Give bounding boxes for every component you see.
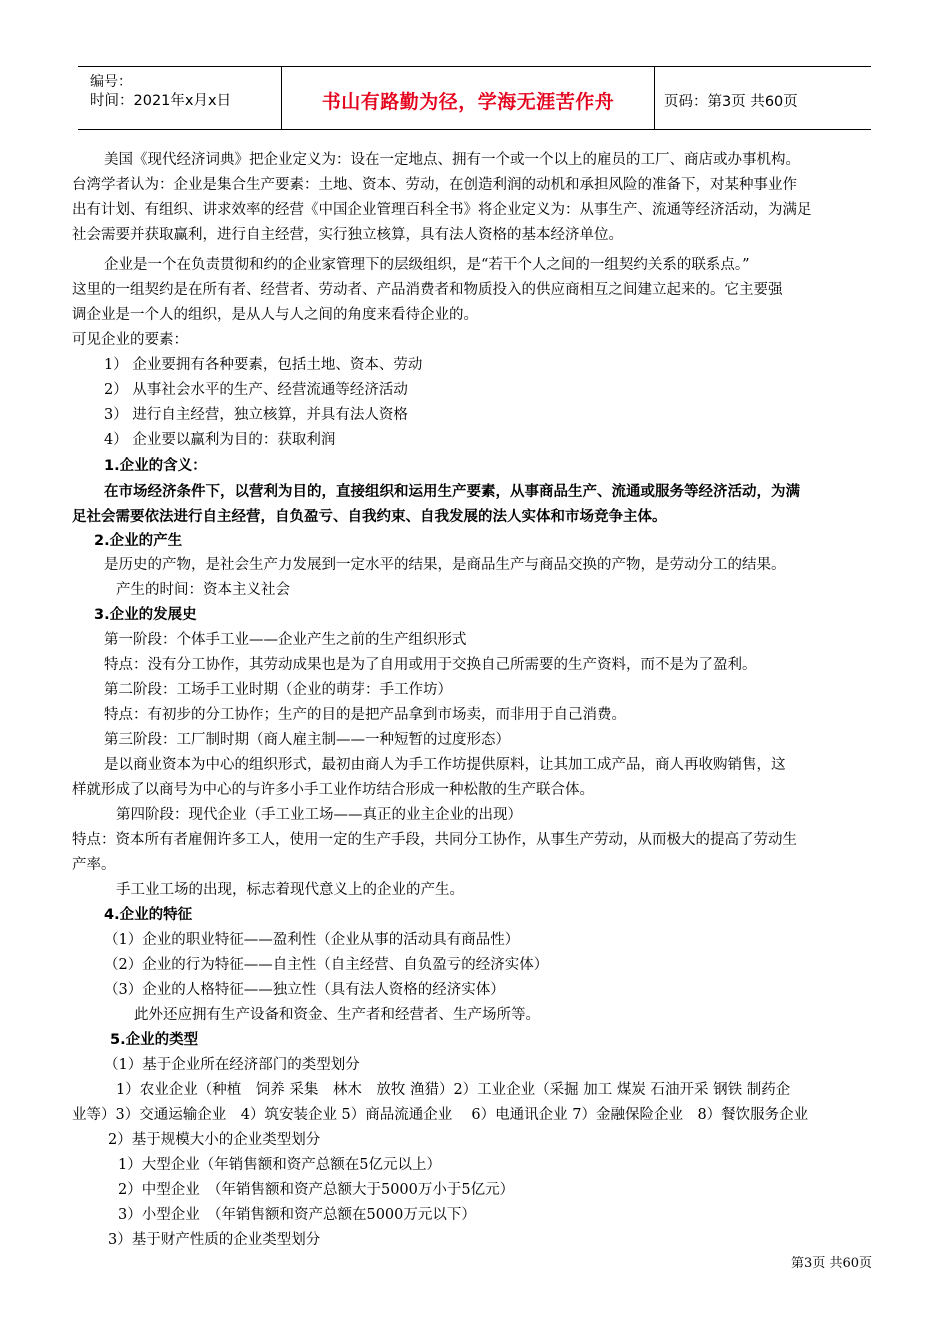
list-item: 3） 进行自主经营，独立核算，并具有法人资格 <box>104 407 408 423</box>
footer-page-number: 第3页 共60页 <box>791 1256 872 1271</box>
text-line: 手工业工场的出现，标志着现代意义上的企业的产生。 <box>116 882 464 898</box>
text-line: 是以商业资本为中心的组织形式，最初由商人为手工作坊提供原料，让其加工成产品，商人再收购销售，这 <box>104 757 786 773</box>
header-motto-cell <box>282 67 655 129</box>
text-line: 社会需要并获取赢利，进行自主经营，实行独立核算，具有法人资格的基本经济单位。 <box>72 227 623 243</box>
header-page-label: 页码：第3页 共60页 <box>664 94 798 110</box>
text-line: 企业是一个在负责贯彻和约的企业家管理下的层级组织，是“若干个人之间的一组契约关系的联系点。” <box>104 257 750 273</box>
number-label: 编号： <box>90 74 132 90</box>
text-line: 第二阶段：工场手工业时期（企业的萌芽：手工作坊） <box>104 682 452 698</box>
list-item: （3）企业的人格特征——独立性（具有法人资格的经济实体） <box>104 982 505 998</box>
section-heading: 2.企业的产生 <box>94 533 183 549</box>
list-item: （1）基于企业所在经济部门的类型划分 <box>104 1057 360 1073</box>
text-line: 特点：有初步的分工协作；生产的目的是把产品拿到市场卖，而非用于自己消费。 <box>104 707 626 723</box>
page-header <box>78 66 871 130</box>
text-line: 美国《现代经济词典》把企业定义为：设在一定地点、拥有一个或一个以上的雇员的工厂、商店或办事机构。 <box>104 152 800 168</box>
text-line: 产生的时间：资本主义社会 <box>116 582 290 598</box>
section-heading: 1.企业的含义： <box>104 458 207 474</box>
text-line: 样就形成了以商号为中心的与许多小手工业作坊结合形成一种松散的生产联合体。 <box>72 782 594 798</box>
text-line: 第四阶段：现代企业（手工业工场——真正的业主企业的出现） <box>116 807 522 823</box>
list-item: 1）大型企业（年销售额和资产总额在5亿元以上） <box>118 1157 441 1173</box>
section-heading: 4.企业的特征 <box>104 907 193 923</box>
text-line: 台湾学者认为：企业是集合生产要素：土地、资本、劳动，在创造利润的动机和承担风险的准备下，对某种事业作 <box>72 177 797 193</box>
text-line: 产率。 <box>72 857 116 873</box>
list-item: （1）企业的职业特征——盈利性（企业从事的活动具有商品性） <box>104 932 520 948</box>
text-line: 第三阶段：工厂制时期（商人雇主制——一种短暂的过度形态） <box>104 732 510 748</box>
list-item: 2）基于规模大小的企业类型划分 <box>108 1132 321 1148</box>
text-line: 此外还应拥有生产设备和资金、生产者和经营者、生产场所等。 <box>134 1007 540 1023</box>
list-item: 4） 企业要以赢利为目的：获取利润 <box>104 432 336 448</box>
text-line: 第一阶段：个体手工业——企业产生之前的生产组织形式 <box>104 632 467 648</box>
list-item: 3）小型企业 （年销售额和资产总额在5000万元以下） <box>118 1207 476 1223</box>
list-item: 2） 从事社会水平的生产、经营流通等经济活动 <box>104 382 408 398</box>
list-item: 2）中型企业 （年销售额和资产总额大于5000万小于5亿元） <box>118 1182 515 1198</box>
list-item: 3）基于财产性质的企业类型划分 <box>108 1232 321 1248</box>
text-line: 出有计划、有组织、讲求效率的经营《中国企业管理百科全书》将企业定义为：从事生产、流通等经济活动，为满足 <box>72 202 812 218</box>
text-line: 调企业是一个人的组织，是从人与人之间的角度来看待企业的。 <box>72 307 478 323</box>
text-line: 这里的一组契约是在所有者、经营者、劳动者、产品消费者和物质投入的供应商相互之间建立起来的。它主要强 <box>72 282 783 298</box>
text-line: 特点：资本所有者雇佣许多工人，使用一定的生产手段，共同分工协作，从事生产劳动，从而极大的提高了劳动生 <box>72 832 797 848</box>
text-line: 是历史的产物，是社会生产力发展到一定水平的结果，是商品生产与商品交换的产物，是劳动分工的结果。 <box>104 557 786 573</box>
text-line: 可见企业的要素： <box>72 332 188 348</box>
text-line: 特点：没有分工协作，其劳动成果也是为了自用或用于交换自己所需要的生产资料，而不是为了盈利。 <box>104 657 757 673</box>
list-item: （2）企业的行为特征——自主性（自主经营、自负盈亏的经济实体） <box>104 957 549 973</box>
text-line: 业等）3）交通运输企业 4）筑安装企业 5）商品流通企业 6）电通讯企业 7）金融保险企业 8）餐饮服务企业 <box>72 1107 809 1123</box>
bold-text-line: 在市场经济条件下，以营利为目的，直接组织和运用生产要素，从事商品生产、流通或服务等经济活动，为满 <box>104 484 800 500</box>
text-line: 1）农业企业（种植 饲养 采集 林木 放牧 渔猎）2）工业企业（采掘 加工 煤炭 石油开采 钢铁 制药企 <box>116 1082 791 1098</box>
list-item: 1） 企业要拥有各种要素，包括土地、资本、劳动 <box>104 357 423 373</box>
header-page-cell <box>655 67 871 129</box>
bold-text-line: 足社会需要依法进行自主经营，自负盈亏、自我约束、自我发展的法人实体和市场竞争主体。 <box>72 509 667 525</box>
time-label: 时间：2021年x月x日 <box>90 93 232 109</box>
section-heading: 3.企业的发展史 <box>94 607 197 623</box>
motto: 书山有路勤为径，学海无涯苦作舟 <box>321 91 615 113</box>
header-meta-cell <box>78 67 282 129</box>
section-heading: 5.企业的类型 <box>110 1032 199 1048</box>
